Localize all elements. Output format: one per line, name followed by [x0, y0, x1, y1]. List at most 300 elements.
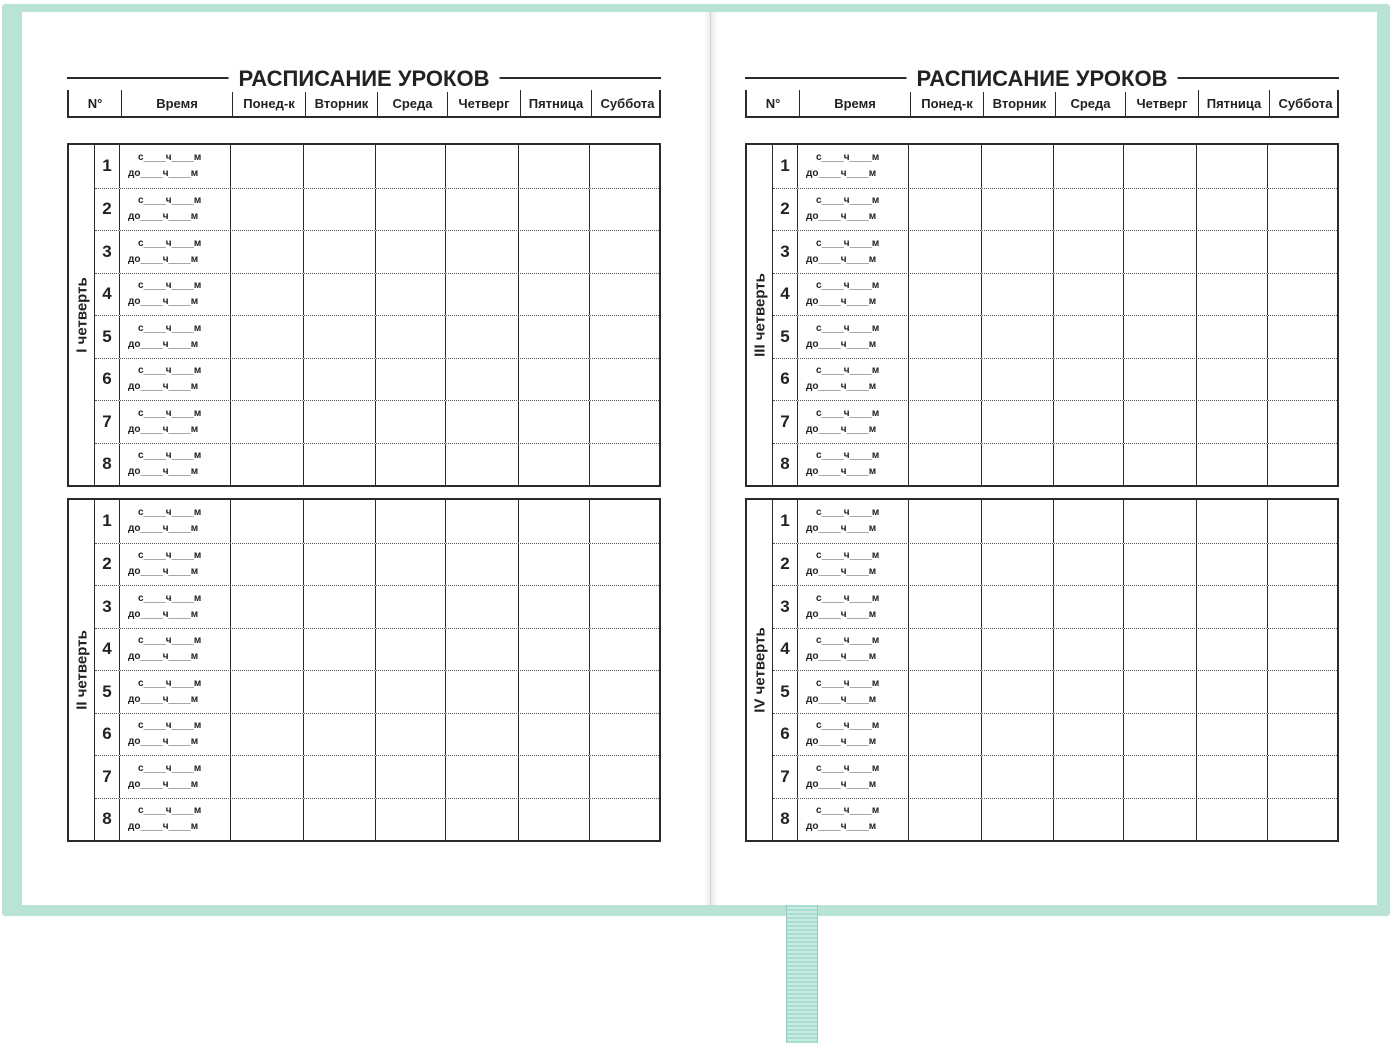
subject-cell-wednesday[interactable]	[1053, 671, 1123, 713]
lesson-time-cell[interactable]	[119, 401, 230, 443]
subject-cell-thursday[interactable]	[1123, 500, 1196, 543]
subject-cell-friday[interactable]	[1196, 359, 1267, 401]
time-from: с____ч____м	[138, 237, 202, 249]
subject-cell-monday[interactable]	[230, 231, 303, 273]
table-row	[773, 400, 1337, 443]
subject-cell-tuesday[interactable]	[981, 756, 1053, 798]
subject-cell-thursday[interactable]	[445, 359, 518, 401]
time-from: с____ч____м	[816, 635, 880, 647]
col-header-tuesday: Вторник	[983, 90, 1055, 116]
subject-cell-saturday[interactable]	[1267, 401, 1337, 443]
lesson-time-cell[interactable]	[119, 231, 230, 273]
lesson-time-cell[interactable]	[119, 714, 230, 756]
subject-cell-monday[interactable]	[230, 671, 303, 713]
subject-cell-tuesday[interactable]	[303, 756, 375, 798]
subject-cell-wednesday[interactable]	[1053, 714, 1123, 756]
lesson-time-cell[interactable]	[119, 544, 230, 586]
lesson-time-cell[interactable]	[119, 145, 230, 188]
subject-cell-wednesday[interactable]	[1053, 401, 1123, 443]
subject-cell-saturday[interactable]	[589, 544, 659, 586]
subject-cell-wednesday[interactable]	[375, 401, 445, 443]
subject-cell-wednesday[interactable]	[375, 799, 445, 841]
subject-cell-tuesday[interactable]	[303, 189, 375, 231]
subject-cell-thursday[interactable]	[1123, 145, 1196, 188]
col-header-number: N°	[87, 95, 103, 111]
lesson-number: 3	[780, 596, 790, 616]
table-row	[95, 400, 659, 443]
subject-cell-wednesday[interactable]	[375, 500, 445, 543]
time-from: с____ч____м	[138, 280, 202, 292]
subject-cell-thursday[interactable]	[445, 145, 518, 188]
lesson-time-cell[interactable]	[119, 316, 230, 358]
subject-cell-friday[interactable]	[518, 629, 589, 671]
time-to: до____ч____м	[806, 736, 877, 748]
subject-cell-monday[interactable]	[230, 586, 303, 628]
subject-cell-monday[interactable]	[908, 401, 981, 443]
subject-cell-saturday[interactable]	[589, 444, 659, 486]
subject-cell-friday[interactable]	[518, 500, 589, 543]
subject-cell-friday[interactable]	[1196, 714, 1267, 756]
subject-cell-saturday[interactable]	[1267, 799, 1337, 841]
subject-cell-monday[interactable]	[908, 189, 981, 231]
subject-cell-tuesday[interactable]	[981, 671, 1053, 713]
lesson-number: 4	[102, 284, 112, 304]
subject-cell-tuesday[interactable]	[981, 274, 1053, 316]
subject-cell-tuesday[interactable]	[303, 359, 375, 401]
subject-cell-thursday[interactable]	[445, 316, 518, 358]
subject-cell-tuesday[interactable]	[303, 401, 375, 443]
subject-cell-monday[interactable]	[908, 316, 981, 358]
time-to: до____ч____м	[128, 211, 199, 223]
subject-cell-wednesday[interactable]	[1053, 544, 1123, 586]
time-from: с____ч____м	[816, 550, 880, 562]
subject-cell-saturday[interactable]	[589, 756, 659, 798]
time-from: с____ч____м	[816, 805, 880, 817]
subject-cell-friday[interactable]	[1196, 629, 1267, 671]
subject-cell-wednesday[interactable]	[375, 586, 445, 628]
table-row	[773, 315, 1337, 358]
lesson-time-cell[interactable]	[119, 799, 230, 841]
table-row	[773, 145, 1337, 188]
time-from: с____ч____м	[816, 720, 880, 732]
subject-cell-friday[interactable]	[1196, 316, 1267, 358]
lesson-number: 8	[780, 454, 790, 474]
lesson-time-cell[interactable]	[797, 586, 908, 628]
subject-cell-friday[interactable]	[518, 359, 589, 401]
lesson-number: 4	[780, 639, 790, 659]
subject-cell-friday[interactable]	[1196, 444, 1267, 486]
time-to: до____ч____м	[128, 693, 199, 705]
subject-cell-friday[interactable]	[518, 444, 589, 486]
subject-cell-saturday[interactable]	[1267, 756, 1337, 798]
time-to: до____ч____м	[806, 253, 877, 265]
time-from: с____ч____м	[816, 762, 880, 774]
time-to: до____ч____м	[806, 296, 877, 308]
subject-cell-friday[interactable]	[1196, 401, 1267, 443]
lesson-time-cell[interactable]	[797, 359, 908, 401]
subject-cell-thursday[interactable]	[445, 756, 518, 798]
subject-cell-tuesday[interactable]	[981, 359, 1053, 401]
subject-cell-monday[interactable]	[908, 544, 981, 586]
table-row	[773, 230, 1337, 273]
lesson-time-cell[interactable]	[119, 444, 230, 486]
subject-cell-tuesday[interactable]	[303, 316, 375, 358]
subject-cell-friday[interactable]	[518, 671, 589, 713]
subject-cell-monday[interactable]	[230, 544, 303, 586]
subject-cell-thursday[interactable]	[445, 799, 518, 841]
subject-cell-saturday[interactable]	[589, 586, 659, 628]
lesson-time-cell[interactable]	[797, 189, 908, 231]
subject-cell-friday[interactable]	[1196, 544, 1267, 586]
subject-cell-saturday[interactable]	[589, 714, 659, 756]
subject-cell-monday[interactable]	[908, 145, 981, 188]
lesson-time-cell[interactable]	[797, 629, 908, 671]
col-header-friday: Пятница	[520, 90, 591, 116]
lesson-time-cell[interactable]	[797, 756, 908, 798]
subject-cell-monday[interactable]	[230, 145, 303, 188]
subject-cell-monday[interactable]	[230, 316, 303, 358]
col-header-monday: Понед-к	[232, 90, 305, 116]
subject-cell-thursday[interactable]	[1123, 544, 1196, 586]
col-header-thursday: Четверг	[1125, 90, 1198, 116]
subject-cell-friday[interactable]	[1196, 231, 1267, 273]
col-header-tuesday: Вторник	[305, 90, 377, 116]
subject-cell-tuesday[interactable]	[303, 444, 375, 486]
subject-cell-saturday[interactable]	[1267, 444, 1337, 486]
subject-cell-thursday[interactable]	[1123, 401, 1196, 443]
subject-cell-friday[interactable]	[518, 189, 589, 231]
subject-cell-monday[interactable]	[230, 756, 303, 798]
subject-cell-wednesday[interactable]	[375, 359, 445, 401]
subject-cell-thursday[interactable]	[1123, 359, 1196, 401]
lesson-number: 6	[780, 724, 790, 744]
subject-cell-saturday[interactable]	[1267, 145, 1337, 188]
lesson-time-cell[interactable]	[119, 671, 230, 713]
subject-cell-thursday[interactable]	[1123, 231, 1196, 273]
col-header-time: Время	[799, 90, 910, 116]
subject-cell-thursday[interactable]	[445, 671, 518, 713]
lesson-time-cell[interactable]	[119, 189, 230, 231]
subject-cell-wednesday[interactable]	[375, 629, 445, 671]
lesson-number: 2	[102, 199, 112, 219]
subject-cell-wednesday[interactable]	[375, 231, 445, 273]
subject-cell-monday[interactable]	[230, 189, 303, 231]
subject-cell-friday[interactable]	[1196, 145, 1267, 188]
time-to: до____ч____м	[806, 381, 877, 393]
subject-cell-friday[interactable]	[518, 586, 589, 628]
col-header-monday: Понед-к	[910, 90, 983, 116]
subject-cell-monday[interactable]	[908, 231, 981, 273]
subject-cell-wednesday[interactable]	[375, 756, 445, 798]
table-row	[95, 358, 659, 401]
subject-cell-tuesday[interactable]	[303, 586, 375, 628]
subject-cell-monday[interactable]	[230, 629, 303, 671]
lesson-time-cell[interactable]	[119, 756, 230, 798]
subject-cell-thursday[interactable]	[445, 189, 518, 231]
subject-cell-monday[interactable]	[908, 359, 981, 401]
subject-cell-monday[interactable]	[908, 714, 981, 756]
lesson-time-cell[interactable]	[797, 231, 908, 273]
subject-cell-monday[interactable]	[230, 401, 303, 443]
subject-cell-saturday[interactable]	[1267, 629, 1337, 671]
subject-cell-thursday[interactable]	[445, 401, 518, 443]
subject-cell-tuesday[interactable]	[303, 274, 375, 316]
subject-cell-thursday[interactable]	[1123, 189, 1196, 231]
time-to: до____ч____м	[806, 211, 877, 223]
subject-cell-friday[interactable]	[518, 316, 589, 358]
quarter-label: IV четверть	[751, 627, 768, 713]
subject-cell-saturday[interactable]	[589, 359, 659, 401]
subject-cell-thursday[interactable]	[1123, 316, 1196, 358]
subject-cell-saturday[interactable]	[1267, 714, 1337, 756]
lesson-number: 8	[102, 454, 112, 474]
lesson-number: 8	[102, 809, 112, 829]
lesson-time-cell[interactable]	[797, 671, 908, 713]
subject-cell-wednesday[interactable]	[1053, 756, 1123, 798]
subject-cell-monday[interactable]	[908, 444, 981, 486]
table-row	[95, 713, 659, 756]
subject-cell-tuesday[interactable]	[303, 500, 375, 543]
time-from: с____ч____м	[138, 720, 202, 732]
subject-cell-tuesday[interactable]	[981, 401, 1053, 443]
subject-cell-tuesday[interactable]	[981, 444, 1053, 486]
table-row	[773, 543, 1337, 586]
lesson-time-cell[interactable]	[797, 799, 908, 841]
subject-cell-friday[interactable]	[518, 401, 589, 443]
table-row	[773, 443, 1337, 486]
subject-cell-tuesday[interactable]	[303, 799, 375, 841]
lesson-rows	[95, 500, 659, 840]
time-from: с____ч____м	[816, 195, 880, 207]
lesson-time-cell[interactable]	[797, 444, 908, 486]
subject-cell-wednesday[interactable]	[1053, 444, 1123, 486]
subject-cell-thursday[interactable]	[1123, 274, 1196, 316]
subject-cell-thursday[interactable]	[445, 231, 518, 273]
subject-cell-wednesday[interactable]	[1053, 799, 1123, 841]
lesson-rows	[95, 145, 659, 485]
subject-cell-wednesday[interactable]	[1053, 629, 1123, 671]
subject-cell-tuesday[interactable]	[981, 629, 1053, 671]
quarter-label: I четверть	[73, 277, 90, 353]
subject-cell-saturday[interactable]	[589, 671, 659, 713]
lesson-time-cell[interactable]	[119, 500, 230, 543]
subject-cell-friday[interactable]	[518, 274, 589, 316]
subject-cell-saturday[interactable]	[589, 799, 659, 841]
subject-cell-thursday[interactable]	[1123, 714, 1196, 756]
lesson-time-cell[interactable]	[797, 145, 908, 188]
subject-cell-saturday[interactable]	[1267, 316, 1337, 358]
subject-cell-wednesday[interactable]	[375, 544, 445, 586]
subject-cell-monday[interactable]	[908, 629, 981, 671]
subject-cell-wednesday[interactable]	[1053, 189, 1123, 231]
subject-cell-monday[interactable]	[908, 799, 981, 841]
subject-cell-friday[interactable]	[518, 231, 589, 273]
time-from: с____ч____м	[138, 635, 202, 647]
subject-cell-tuesday[interactable]	[303, 629, 375, 671]
subject-cell-saturday[interactable]	[1267, 231, 1337, 273]
table-row	[95, 500, 659, 543]
subject-cell-saturday[interactable]	[1267, 586, 1337, 628]
title-row	[67, 66, 661, 92]
time-to: до____ч____м	[128, 253, 199, 265]
subject-cell-saturday[interactable]	[1267, 500, 1337, 543]
lesson-time-cell[interactable]	[797, 401, 908, 443]
subject-cell-monday[interactable]	[908, 671, 981, 713]
subject-cell-thursday[interactable]	[445, 274, 518, 316]
lesson-time-cell[interactable]	[119, 359, 230, 401]
subject-cell-saturday[interactable]	[1267, 274, 1337, 316]
subject-cell-saturday[interactable]	[589, 274, 659, 316]
subject-cell-saturday[interactable]	[589, 629, 659, 671]
subject-cell-friday[interactable]	[518, 756, 589, 798]
time-to: до____ч____м	[128, 296, 199, 308]
subject-cell-friday[interactable]	[1196, 671, 1267, 713]
subject-cell-monday[interactable]	[230, 359, 303, 401]
subject-cell-tuesday[interactable]	[981, 231, 1053, 273]
schedule-left	[67, 66, 661, 833]
subject-cell-wednesday[interactable]	[375, 274, 445, 316]
subject-cell-friday[interactable]	[1196, 799, 1267, 841]
subject-cell-thursday[interactable]	[445, 714, 518, 756]
lesson-time-cell[interactable]	[797, 500, 908, 543]
subject-cell-monday[interactable]	[230, 500, 303, 543]
subject-cell-saturday[interactable]	[589, 316, 659, 358]
subject-cell-tuesday[interactable]	[981, 799, 1053, 841]
lesson-number: 4	[102, 639, 112, 659]
subject-cell-tuesday[interactable]	[303, 145, 375, 188]
subject-cell-wednesday[interactable]	[1053, 500, 1123, 543]
subject-cell-thursday[interactable]	[445, 444, 518, 486]
time-to: до____ч____м	[128, 168, 199, 180]
lesson-time-cell[interactable]	[119, 586, 230, 628]
subject-cell-friday[interactable]	[1196, 500, 1267, 543]
subject-cell-wednesday[interactable]	[375, 444, 445, 486]
time-from: с____ч____м	[138, 762, 202, 774]
subject-cell-tuesday[interactable]	[981, 145, 1053, 188]
lesson-rows	[773, 500, 1337, 840]
subject-cell-monday[interactable]	[908, 756, 981, 798]
subject-cell-thursday[interactable]	[445, 500, 518, 543]
subject-cell-thursday[interactable]	[445, 544, 518, 586]
table-row	[773, 500, 1337, 543]
subject-cell-thursday[interactable]	[1123, 629, 1196, 671]
subject-cell-monday[interactable]	[230, 714, 303, 756]
subject-cell-friday[interactable]	[1196, 756, 1267, 798]
subject-cell-wednesday[interactable]	[375, 671, 445, 713]
subject-cell-saturday[interactable]	[589, 145, 659, 188]
col-header-wednesday: Среда	[377, 90, 447, 116]
subject-cell-wednesday[interactable]	[375, 714, 445, 756]
subject-cell-friday[interactable]	[1196, 274, 1267, 316]
subject-cell-friday[interactable]	[518, 714, 589, 756]
subject-cell-thursday[interactable]	[1123, 799, 1196, 841]
subject-cell-friday[interactable]	[1196, 189, 1267, 231]
time-from: с____ч____м	[138, 195, 202, 207]
subject-cell-wednesday[interactable]	[1053, 586, 1123, 628]
subject-cell-wednesday[interactable]	[1053, 316, 1123, 358]
subject-cell-monday[interactable]	[908, 586, 981, 628]
table-row	[95, 628, 659, 671]
lesson-time-cell[interactable]	[797, 316, 908, 358]
page-title: РАСПИСАНИЕ УРОКОВ	[229, 66, 500, 92]
time-from: с____ч____м	[138, 365, 202, 377]
subject-cell-thursday[interactable]	[445, 586, 518, 628]
subject-cell-wednesday[interactable]	[1053, 274, 1123, 316]
subject-cell-wednesday[interactable]	[375, 189, 445, 231]
lesson-time-cell[interactable]	[797, 274, 908, 316]
subject-cell-tuesday[interactable]	[303, 544, 375, 586]
subject-cell-tuesday[interactable]	[981, 544, 1053, 586]
subject-cell-tuesday[interactable]	[981, 189, 1053, 231]
subject-cell-wednesday[interactable]	[375, 316, 445, 358]
subject-cell-tuesday[interactable]	[981, 714, 1053, 756]
subject-cell-thursday[interactable]	[445, 629, 518, 671]
lesson-number: 7	[102, 766, 112, 786]
time-to: до____ч____м	[128, 523, 199, 535]
subject-cell-tuesday[interactable]	[981, 316, 1053, 358]
subject-cell-tuesday[interactable]	[981, 500, 1053, 543]
subject-cell-thursday[interactable]	[1123, 444, 1196, 486]
subject-cell-monday[interactable]	[230, 799, 303, 841]
time-to: до____ч____м	[806, 168, 877, 180]
subject-cell-tuesday[interactable]	[981, 586, 1053, 628]
subject-cell-wednesday[interactable]	[1053, 359, 1123, 401]
lesson-time-cell[interactable]	[119, 274, 230, 316]
table-header	[745, 90, 1339, 118]
quarter-block	[67, 143, 661, 487]
time-from: с____ч____м	[138, 677, 202, 689]
subject-cell-saturday[interactable]	[589, 401, 659, 443]
lesson-time-cell[interactable]	[797, 544, 908, 586]
subject-cell-tuesday[interactable]	[303, 671, 375, 713]
time-to: до____ч____м	[128, 466, 199, 478]
lesson-rows	[773, 145, 1337, 485]
subject-cell-wednesday[interactable]	[1053, 231, 1123, 273]
lesson-time-cell[interactable]	[119, 629, 230, 671]
subject-cell-thursday[interactable]	[1123, 756, 1196, 798]
table-row	[95, 755, 659, 798]
subject-cell-monday[interactable]	[908, 274, 981, 316]
subject-cell-wednesday[interactable]	[375, 145, 445, 188]
time-from: с____ч____м	[138, 592, 202, 604]
subject-cell-saturday[interactable]	[1267, 359, 1337, 401]
subject-cell-saturday[interactable]	[1267, 189, 1337, 231]
subject-cell-tuesday[interactable]	[303, 714, 375, 756]
time-to: до____ч____м	[128, 651, 199, 663]
subject-cell-friday[interactable]	[518, 799, 589, 841]
subject-cell-friday[interactable]	[518, 145, 589, 188]
lesson-number: 4	[780, 284, 790, 304]
subject-cell-friday[interactable]	[1196, 586, 1267, 628]
subject-cell-friday[interactable]	[518, 544, 589, 586]
subject-cell-monday[interactable]	[230, 444, 303, 486]
lesson-time-cell[interactable]	[797, 714, 908, 756]
subject-cell-tuesday[interactable]	[303, 231, 375, 273]
subject-cell-saturday[interactable]	[589, 189, 659, 231]
subject-cell-monday[interactable]	[908, 500, 981, 543]
subject-cell-thursday[interactable]	[1123, 586, 1196, 628]
quarter-label-cell	[69, 145, 95, 485]
quarter-label: III четверть	[751, 273, 768, 357]
subject-cell-wednesday[interactable]	[1053, 145, 1123, 188]
lesson-number: 1	[780, 156, 790, 176]
subject-cell-saturday[interactable]	[589, 500, 659, 543]
subject-cell-thursday[interactable]	[1123, 671, 1196, 713]
subject-cell-saturday[interactable]	[1267, 544, 1337, 586]
subject-cell-saturday[interactable]	[589, 231, 659, 273]
subject-cell-saturday[interactable]	[1267, 671, 1337, 713]
subject-cell-monday[interactable]	[230, 274, 303, 316]
